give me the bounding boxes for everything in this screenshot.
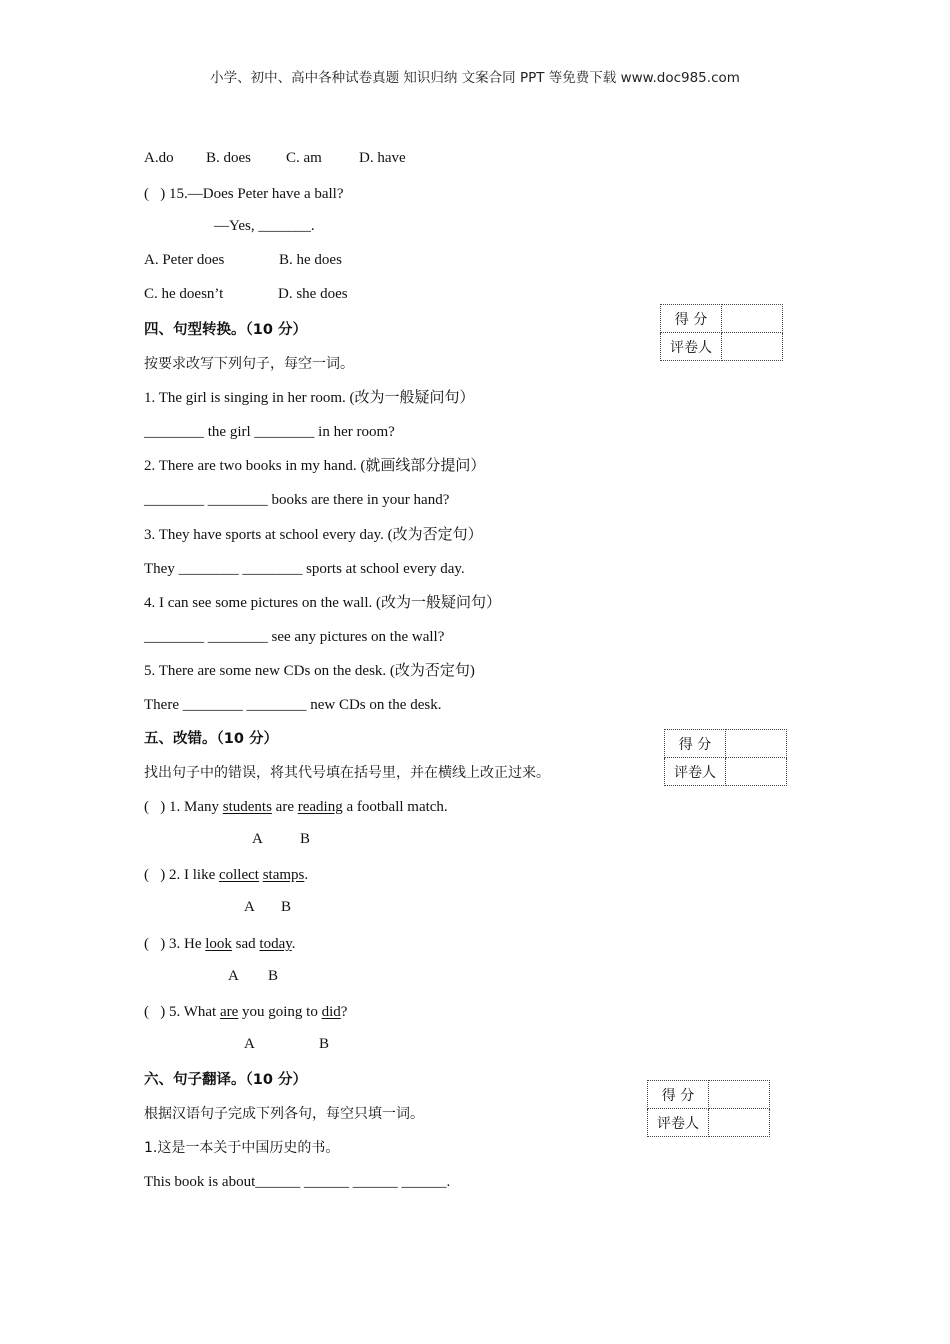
score-label: 得 分 [661,305,722,333]
underlined-a: collect [218,867,259,883]
item-prefix: ( ) 1. Many [144,799,223,815]
item-suffix: ? [340,1004,348,1020]
section4-a1: ________ the girl ________ in her room? [144,424,395,440]
section4-a2: ________ ________ books are there in your hand? [144,492,450,508]
section5-title: 五、改错。（10 分） [144,731,278,747]
underlined-a: students [222,799,272,815]
q15-option-a: A. Peter does [144,252,225,268]
section5-item-3 [144,934,296,954]
q15-answer-line: —Yes, _______. [214,218,315,234]
score-cell[interactable] [709,1081,770,1109]
q14-option-b: B. does [206,150,251,166]
label-a: A [244,899,255,915]
section6-title: 六、句子翻译。（10 分） [144,1072,307,1088]
score-label: 得 分 [665,730,726,758]
underlined-a: are [219,1004,239,1020]
label-a: A [244,1036,255,1052]
grader-label: 评卷人 [661,333,722,361]
q15-option-b: B. he does [279,252,342,268]
section5-item-2 [144,865,308,885]
section4-q1: 1. The girl is singing in her room. (改为一般疑问句） [144,390,475,406]
score-cell[interactable] [726,730,787,758]
item-prefix: ( ) 2. I like [144,867,219,883]
underlined-b: stamps [262,867,305,883]
score-box-section6 [647,1080,770,1137]
item-suffix: . [291,936,296,952]
section4-a4: ________ ________ see any pictures on the wall? [144,629,445,645]
item-suffix: . [304,867,309,883]
section5-item-5 [144,1002,347,1022]
section4-q3: 3. They have sports at school every day. (改为否定句） [144,527,483,543]
label-a: A [252,831,263,847]
q15-option-d: D. she does [278,286,348,302]
underlined-b: reading [297,799,343,815]
section4-title: 四、句型转换。（10 分） [144,322,307,338]
section4-q2: 2. There are two books in my hand. (就画线部分提问） [144,458,486,474]
grader-cell[interactable] [722,333,783,361]
item-middle: sad [231,936,260,952]
score-label: 得 分 [648,1081,709,1109]
section5-item-1 [144,797,448,817]
item-middle: are [271,799,298,815]
underlined-b: did [321,1004,341,1020]
label-b: B [319,1036,330,1052]
section6-q1: 1.这是一本关于中国历史的书。 [144,1140,340,1156]
section4-instruction: 按要求改写下列句子，每空一词。 [144,356,354,372]
page-header: 小学、初中、高中各种试卷真题 知识归纳 文案合同 PPT 等免费下载 www.doc985.com [210,70,740,86]
q14-option-d: D. have [359,150,406,166]
score-box-section4 [660,304,783,361]
q15-question: ( ) 15.—Does Peter have a ball? [144,186,344,202]
score-cell[interactable] [722,305,783,333]
grader-label: 评卷人 [665,758,726,786]
label-b: B [268,968,279,984]
label-b: B [300,831,311,847]
section5-instruction: 找出句子中的错误，将其代号填在括号里，并在横线上改正过来。 [144,765,550,781]
q14-option-a: A.do [144,150,174,166]
section4-a3: They ________ ________ sports at school every day. [144,561,465,577]
section6-instruction: 根据汉语句子完成下列各句，每空只填一词。 [144,1106,424,1122]
section4-q5: 5. There are some new CDs on the desk. (改为否定句) [144,663,475,679]
q14-option-c: C. am [286,150,322,166]
underlined-b: today [259,936,292,952]
grader-cell[interactable] [709,1109,770,1137]
section6-a1: This book is about______ ______ ______ ______. [144,1174,451,1190]
underlined-a: look [205,936,232,952]
grader-label: 评卷人 [648,1109,709,1137]
item-suffix: a football match. [342,799,448,815]
label-a: A [228,968,239,984]
section4-a5: There ________ ________ new CDs on the desk. [144,697,442,713]
item-prefix: ( ) 3. He [144,936,206,952]
item-prefix: ( ) 5. What [144,1004,220,1020]
section4-q4: 4. I can see some pictures on the wall. (改为一般疑问句） [144,595,502,611]
label-b: B [281,899,292,915]
item-middle: you going to [238,1004,322,1020]
q15-option-c: C. he doesn’t [144,286,224,302]
grader-cell[interactable] [726,758,787,786]
score-box-section5 [664,729,787,786]
